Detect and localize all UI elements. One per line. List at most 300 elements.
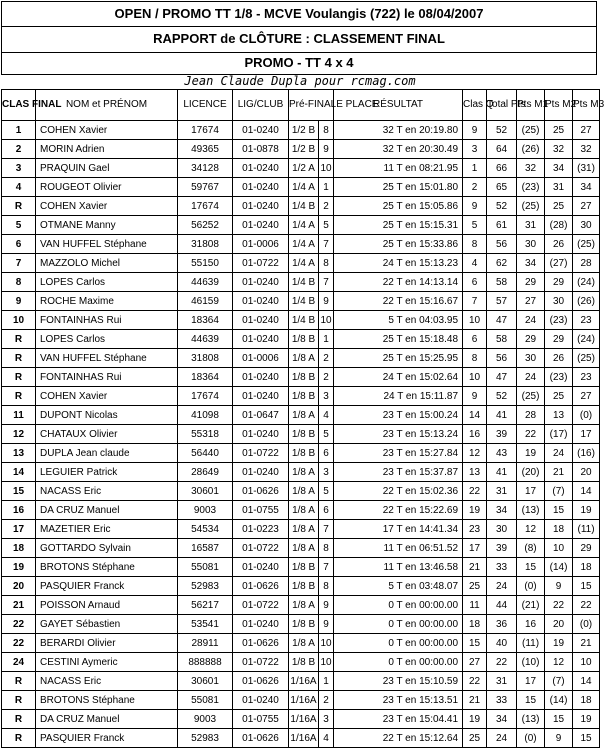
cell-licence: 53541 [178, 615, 233, 634]
cell-pts-m1: (23) [517, 178, 545, 197]
cell-pts-m1: 34 [517, 254, 545, 273]
cell-total-pts: 57 [487, 292, 517, 311]
cell-clas-final: 13 [2, 444, 36, 463]
cell-clas-final: 8 [2, 273, 36, 292]
cell-clas-final: 2 [2, 140, 36, 159]
cell-clas-final: 22 [2, 634, 36, 653]
cell-pts-m3: 34 [573, 178, 600, 197]
cell-place: 8 [319, 539, 334, 558]
cell-licence: 9003 [178, 710, 233, 729]
cell-place: 6 [319, 501, 334, 520]
table-row [2, 558, 600, 577]
cell-pts-m1: 32 [517, 159, 545, 178]
cell-pts-m2: 19 [545, 634, 573, 653]
cell-pts-m1: (0) [517, 729, 545, 748]
cell-place: 9 [319, 292, 334, 311]
cell-clas-q: 1 [463, 159, 487, 178]
cell-clas-final: R [2, 197, 36, 216]
cell-nom: COHEN Xavier [36, 121, 178, 140]
cell-nom: DUPLA Jean claude [36, 444, 178, 463]
cell-lig-club: 01-0626 [233, 482, 289, 501]
cell-licence: 52983 [178, 577, 233, 596]
cell-nom: VAN HUFFEL Stéphane [36, 235, 178, 254]
cell-pts-m2: (28) [545, 216, 573, 235]
cell-clas-final: R [2, 710, 36, 729]
cell-lig-club: 01-0240 [233, 311, 289, 330]
cell-total-pts: 44 [487, 596, 517, 615]
cell-total-pts: 31 [487, 672, 517, 691]
cell-resultat: 0 T en 00:00.00 [334, 615, 463, 634]
cell-nom: DA CRUZ Manuel [36, 710, 178, 729]
cell-clas-q: 3 [463, 140, 487, 159]
cell-total-pts: 58 [487, 273, 517, 292]
report-subtitle: RAPPORT de CLÔTURE : CLASSEMENT FINAL [1, 27, 597, 53]
cell-pre-finale: 1/4 A [289, 235, 319, 254]
cell-pts-m2: 18 [545, 520, 573, 539]
cell-total-pts: 47 [487, 311, 517, 330]
table-row [2, 254, 600, 273]
header-resultat: RÉSULTAT [334, 90, 463, 121]
cell-pts-m3: 10 [573, 653, 600, 672]
cell-licence: 34128 [178, 159, 233, 178]
cell-nom: NACASS Eric [36, 482, 178, 501]
cell-total-pts: 62 [487, 254, 517, 273]
cell-clas-final: 24 [2, 653, 36, 672]
cell-lig-club: 01-0722 [233, 596, 289, 615]
cell-nom: MORIN Adrien [36, 140, 178, 159]
cell-pts-m3: 30 [573, 216, 600, 235]
cell-resultat: 25 T en 15:15.31 [334, 216, 463, 235]
cell-pts-m3: 19 [573, 501, 600, 520]
table-row [2, 197, 600, 216]
cell-total-pts: 41 [487, 406, 517, 425]
cell-clas-q: 15 [463, 634, 487, 653]
cell-place: 7 [319, 273, 334, 292]
cell-resultat: 32 T en 20:30.49 [334, 140, 463, 159]
cell-pts-m1: 24 [517, 311, 545, 330]
cell-pts-m2: 15 [545, 710, 573, 729]
cell-clas-q: 8 [463, 235, 487, 254]
cell-resultat: 22 T en 15:02.36 [334, 482, 463, 501]
cell-pts-m2: 29 [545, 330, 573, 349]
cell-pre-finale: 1/8 A [289, 501, 319, 520]
cell-licence: 56217 [178, 596, 233, 615]
cell-pts-m2: 13 [545, 406, 573, 425]
cell-pre-finale: 1/2 B [289, 121, 319, 140]
cell-pts-m2: (23) [545, 311, 573, 330]
header-licence: LICENCE [178, 90, 233, 121]
cell-nom: PRAQUIN Gael [36, 159, 178, 178]
cell-pts-m2: 34 [545, 159, 573, 178]
cell-clas-final: 17 [2, 520, 36, 539]
table-row [2, 634, 600, 653]
cell-clas-q: 21 [463, 558, 487, 577]
cell-lig-club: 01-0626 [233, 672, 289, 691]
cell-pts-m1: (11) [517, 634, 545, 653]
cell-pts-m2: (27) [545, 254, 573, 273]
cell-pts-m1: 15 [517, 691, 545, 710]
cell-clas-final: 22 [2, 615, 36, 634]
cell-lig-club: 01-0722 [233, 254, 289, 273]
cell-resultat: 22 T en 15:12.64 [334, 729, 463, 748]
cell-resultat: 23 T en 15:27.84 [334, 444, 463, 463]
cell-pts-m3: 15 [573, 729, 600, 748]
cell-clas-q: 16 [463, 425, 487, 444]
cell-place: 10 [319, 159, 334, 178]
cell-resultat: 22 T en 14:13.14 [334, 273, 463, 292]
cell-pts-m3: 14 [573, 482, 600, 501]
cell-pts-m2: 26 [545, 235, 573, 254]
cell-place: 9 [319, 615, 334, 634]
cell-pts-m3: 19 [573, 710, 600, 729]
cell-pts-m3: (0) [573, 615, 600, 634]
cell-pts-m3: (31) [573, 159, 600, 178]
table-row [2, 710, 600, 729]
cell-lig-club: 01-0240 [233, 615, 289, 634]
cell-clas-final: 15 [2, 482, 36, 501]
cell-pts-m1: 29 [517, 330, 545, 349]
cell-resultat: 24 T en 15:11.87 [334, 387, 463, 406]
table-row [2, 577, 600, 596]
cell-nom: GOTTARDO Sylvain [36, 539, 178, 558]
cell-clas-q: 8 [463, 349, 487, 368]
table-row [2, 273, 600, 292]
cell-total-pts: 39 [487, 539, 517, 558]
cell-pts-m2: 21 [545, 463, 573, 482]
cell-place: 6 [319, 444, 334, 463]
cell-pts-m1: 17 [517, 672, 545, 691]
cell-resultat: 23 T en 15:13.51 [334, 691, 463, 710]
cell-pre-finale: 1/8 A [289, 634, 319, 653]
cell-nom: LOPES Carlos [36, 273, 178, 292]
cell-pts-m3: 22 [573, 596, 600, 615]
cell-clas-q: 6 [463, 330, 487, 349]
table-row [2, 615, 600, 634]
cell-licence: 55081 [178, 691, 233, 710]
cell-lig-club: 01-0006 [233, 349, 289, 368]
cell-licence: 54534 [178, 520, 233, 539]
cell-total-pts: 65 [487, 178, 517, 197]
cell-licence: 9003 [178, 501, 233, 520]
cell-pts-m3: 32 [573, 140, 600, 159]
cell-total-pts: 34 [487, 501, 517, 520]
cell-pts-m2: (7) [545, 672, 573, 691]
header-total-pts: Total Pts [487, 90, 517, 121]
cell-licence: 888888 [178, 653, 233, 672]
cell-clas-final: R [2, 691, 36, 710]
cell-pts-m3: 20 [573, 463, 600, 482]
cell-pre-finale: 1/8 A [289, 520, 319, 539]
table-row [2, 159, 600, 178]
table-row [2, 653, 600, 672]
cell-licence: 30601 [178, 672, 233, 691]
cell-lig-club: 01-0722 [233, 444, 289, 463]
cell-lig-club: 01-0240 [233, 197, 289, 216]
cell-pre-finale: 1/8 B [289, 425, 319, 444]
cell-place: 5 [319, 425, 334, 444]
cell-pts-m1: 27 [517, 292, 545, 311]
cell-nom: CHATAUX Olivier [36, 425, 178, 444]
table-row [2, 425, 600, 444]
cell-clas-q: 25 [463, 729, 487, 748]
cell-pre-finale: 1/8 A [289, 463, 319, 482]
header-pts-m3: Pts M3 [573, 90, 600, 121]
cell-resultat: 5 T en 04:03.95 [334, 311, 463, 330]
cell-clas-q: 27 [463, 653, 487, 672]
cell-nom: COHEN Xavier [36, 387, 178, 406]
cell-pts-m1: (25) [517, 197, 545, 216]
cell-clas-q: 5 [463, 216, 487, 235]
cell-licence: 18364 [178, 311, 233, 330]
cell-nom: ROCHE Maxime [36, 292, 178, 311]
cell-licence: 30601 [178, 482, 233, 501]
cell-pts-m2: (23) [545, 368, 573, 387]
cell-clas-q: 10 [463, 368, 487, 387]
cell-pts-m3: 17 [573, 425, 600, 444]
cell-pre-finale: 1/4 A [289, 178, 319, 197]
header-lig-club: LIG/CLUB [233, 90, 289, 121]
cell-total-pts: 58 [487, 330, 517, 349]
header-pre-finale: Pré-FINALE PLACE [289, 90, 334, 121]
cell-pts-m1: (10) [517, 653, 545, 672]
cell-pre-finale: 1/8 B [289, 615, 319, 634]
cell-nom: PASQUIER Franck [36, 729, 178, 748]
cell-clas-q: 19 [463, 501, 487, 520]
cell-pts-m3: (25) [573, 349, 600, 368]
cell-pre-finale: 1/2 B [289, 140, 319, 159]
cell-pts-m1: (21) [517, 596, 545, 615]
cell-clas-q: 9 [463, 197, 487, 216]
cell-licence: 28911 [178, 634, 233, 653]
table-row [2, 691, 600, 710]
cell-clas-final: 7 [2, 254, 36, 273]
cell-clas-final: 18 [2, 539, 36, 558]
cell-place: 2 [319, 368, 334, 387]
cell-nom: COHEN Xavier [36, 197, 178, 216]
cell-lig-club: 01-0755 [233, 710, 289, 729]
cell-lig-club: 01-0647 [233, 406, 289, 425]
cell-pts-m2: 25 [545, 387, 573, 406]
cell-clas-final: 6 [2, 235, 36, 254]
cell-total-pts: 22 [487, 653, 517, 672]
cell-resultat: 0 T en 00:00.00 [334, 634, 463, 653]
cell-clas-q: 19 [463, 710, 487, 729]
cell-pts-m2: 12 [545, 653, 573, 672]
cell-clas-final: R [2, 672, 36, 691]
cell-licence: 31808 [178, 349, 233, 368]
cell-place: 2 [319, 691, 334, 710]
cell-clas-q: 4 [463, 254, 487, 273]
table-row [2, 539, 600, 558]
cell-place: 5 [319, 482, 334, 501]
cell-clas-final: 21 [2, 596, 36, 615]
cell-place: 4 [319, 729, 334, 748]
cell-pts-m2: 10 [545, 539, 573, 558]
cell-place: 8 [319, 121, 334, 140]
cell-resultat: 24 T en 15:02.64 [334, 368, 463, 387]
cell-licence: 55150 [178, 254, 233, 273]
cell-pts-m2: (7) [545, 482, 573, 501]
cell-total-pts: 33 [487, 558, 517, 577]
cell-total-pts: 52 [487, 197, 517, 216]
table-row [2, 330, 600, 349]
cell-clas-q: 14 [463, 406, 487, 425]
cell-resultat: 23 T en 15:04.41 [334, 710, 463, 729]
cell-place: 7 [319, 520, 334, 539]
cell-clas-final: 19 [2, 558, 36, 577]
cell-licence: 44639 [178, 273, 233, 292]
cell-pts-m2: 29 [545, 273, 573, 292]
cell-pts-m3: 14 [573, 672, 600, 691]
cell-clas-q: 10 [463, 311, 487, 330]
cell-nom: DA CRUZ Manuel [36, 501, 178, 520]
cell-pts-m3: 18 [573, 558, 600, 577]
cell-place: 7 [319, 235, 334, 254]
cell-clas-final: 12 [2, 425, 36, 444]
cell-resultat: 25 T en 15:25.95 [334, 349, 463, 368]
cell-pre-finale: 1/4 B [289, 197, 319, 216]
cell-pre-finale: 1/4 A [289, 254, 319, 273]
cell-place: 3 [319, 710, 334, 729]
cell-total-pts: 34 [487, 710, 517, 729]
cell-resultat: 5 T en 03:48.07 [334, 577, 463, 596]
credit-line: Jean Claude Dupla pour rcmag.com [184, 74, 416, 88]
cell-resultat: 22 T en 15:16.67 [334, 292, 463, 311]
cell-total-pts: 52 [487, 387, 517, 406]
cell-pts-m3: 23 [573, 311, 600, 330]
cell-place: 9 [319, 140, 334, 159]
cell-pre-finale: 1/2 A [289, 159, 319, 178]
cell-pts-m2: 25 [545, 121, 573, 140]
cell-lig-club: 01-0626 [233, 577, 289, 596]
cell-resultat: 23 T en 15:13.24 [334, 425, 463, 444]
cell-clas-final: 16 [2, 501, 36, 520]
cell-clas-q: 12 [463, 444, 487, 463]
cell-pts-m1: 29 [517, 273, 545, 292]
header-pts-m2: Pts M2 [545, 90, 573, 121]
cell-pts-m2: (14) [545, 691, 573, 710]
cell-place: 10 [319, 311, 334, 330]
cell-pts-m3: (24) [573, 330, 600, 349]
cell-pts-m1: 19 [517, 444, 545, 463]
cell-pre-finale: 1/4 B [289, 273, 319, 292]
cell-nom: ROUGEOT Olivier [36, 178, 178, 197]
cell-pts-m2: (17) [545, 425, 573, 444]
cell-licence: 55318 [178, 425, 233, 444]
cell-clas-final: 20 [2, 577, 36, 596]
cell-nom: BERARDI Olivier [36, 634, 178, 653]
cell-pts-m3: 15 [573, 577, 600, 596]
cell-licence: 16587 [178, 539, 233, 558]
cell-clas-q: 22 [463, 482, 487, 501]
cell-clas-q: 21 [463, 691, 487, 710]
cell-pts-m3: (25) [573, 235, 600, 254]
cell-lig-club: 01-0223 [233, 520, 289, 539]
cell-place: 2 [319, 349, 334, 368]
table-row [2, 216, 600, 235]
cell-pts-m2: 32 [545, 140, 573, 159]
cell-pre-finale: 1/8 A [289, 406, 319, 425]
cell-resultat: 11 T en 06:51.52 [334, 539, 463, 558]
cell-nom: FONTAINHAS Rui [36, 311, 178, 330]
cell-pts-m2: 20 [545, 615, 573, 634]
table-row [2, 387, 600, 406]
cell-pts-m1: 24 [517, 368, 545, 387]
table-row [2, 311, 600, 330]
cell-nom: GAYET Sébastien [36, 615, 178, 634]
cell-clas-final: 11 [2, 406, 36, 425]
cell-pts-m1: 15 [517, 558, 545, 577]
cell-lig-club: 01-0240 [233, 387, 289, 406]
cell-clas-q: 2 [463, 178, 487, 197]
cell-pre-finale: 1/8 A [289, 596, 319, 615]
cell-nom: BROTONS Stéphane [36, 691, 178, 710]
cell-total-pts: 41 [487, 463, 517, 482]
cell-clas-q: 11 [463, 596, 487, 615]
cell-pts-m3: 29 [573, 539, 600, 558]
table-row [2, 596, 600, 615]
cell-clas-final: 4 [2, 178, 36, 197]
cell-pre-finale: 1/4 A [289, 216, 319, 235]
cell-pts-m1: (13) [517, 710, 545, 729]
cell-pts-m3: 28 [573, 254, 600, 273]
header-clas-q: Clas Q [463, 90, 487, 121]
cell-pts-m3: 18 [573, 691, 600, 710]
cell-pre-finale: 1/4 B [289, 311, 319, 330]
table-row [2, 406, 600, 425]
cell-pts-m1: 22 [517, 425, 545, 444]
table-header-row [2, 90, 600, 121]
cell-clas-q: 23 [463, 520, 487, 539]
cell-lig-club: 01-0240 [233, 691, 289, 710]
cell-pre-finale: 1/8 A [289, 482, 319, 501]
cell-nom: OTMANE Manny [36, 216, 178, 235]
cell-pts-m1: (0) [517, 577, 545, 596]
cell-total-pts: 24 [487, 577, 517, 596]
cell-clas-final: R [2, 349, 36, 368]
cell-clas-final: 9 [2, 292, 36, 311]
cell-lig-club: 01-0722 [233, 539, 289, 558]
cell-total-pts: 56 [487, 349, 517, 368]
cell-resultat: 23 T en 15:00.24 [334, 406, 463, 425]
cell-total-pts: 64 [487, 140, 517, 159]
cell-nom: DUPONT Nicolas [36, 406, 178, 425]
table-row [2, 729, 600, 748]
cell-total-pts: 43 [487, 444, 517, 463]
cell-resultat: 25 T en 15:33.86 [334, 235, 463, 254]
cell-total-pts: 30 [487, 520, 517, 539]
cell-resultat: 23 T en 15:37.87 [334, 463, 463, 482]
cell-pts-m1: (25) [517, 387, 545, 406]
cell-pts-m3: (26) [573, 292, 600, 311]
cell-clas-final: 10 [2, 311, 36, 330]
cell-nom: NACASS Eric [36, 672, 178, 691]
cell-total-pts: 39 [487, 425, 517, 444]
results-table [1, 89, 604, 748]
cell-licence: 41098 [178, 406, 233, 425]
cell-resultat: 17 T en 14:41.34 [334, 520, 463, 539]
cell-pre-finale: 1/8 B [289, 653, 319, 672]
cell-clas-q: 7 [463, 292, 487, 311]
cell-lig-club: 01-0240 [233, 216, 289, 235]
cell-resultat: 32 T en 20:19.80 [334, 121, 463, 140]
cell-licence: 59767 [178, 178, 233, 197]
cell-total-pts: 61 [487, 216, 517, 235]
cell-resultat: 23 T en 15:10.59 [334, 672, 463, 691]
cell-pts-m1: 30 [517, 235, 545, 254]
cell-pts-m1: (20) [517, 463, 545, 482]
cell-pts-m3: 27 [573, 121, 600, 140]
